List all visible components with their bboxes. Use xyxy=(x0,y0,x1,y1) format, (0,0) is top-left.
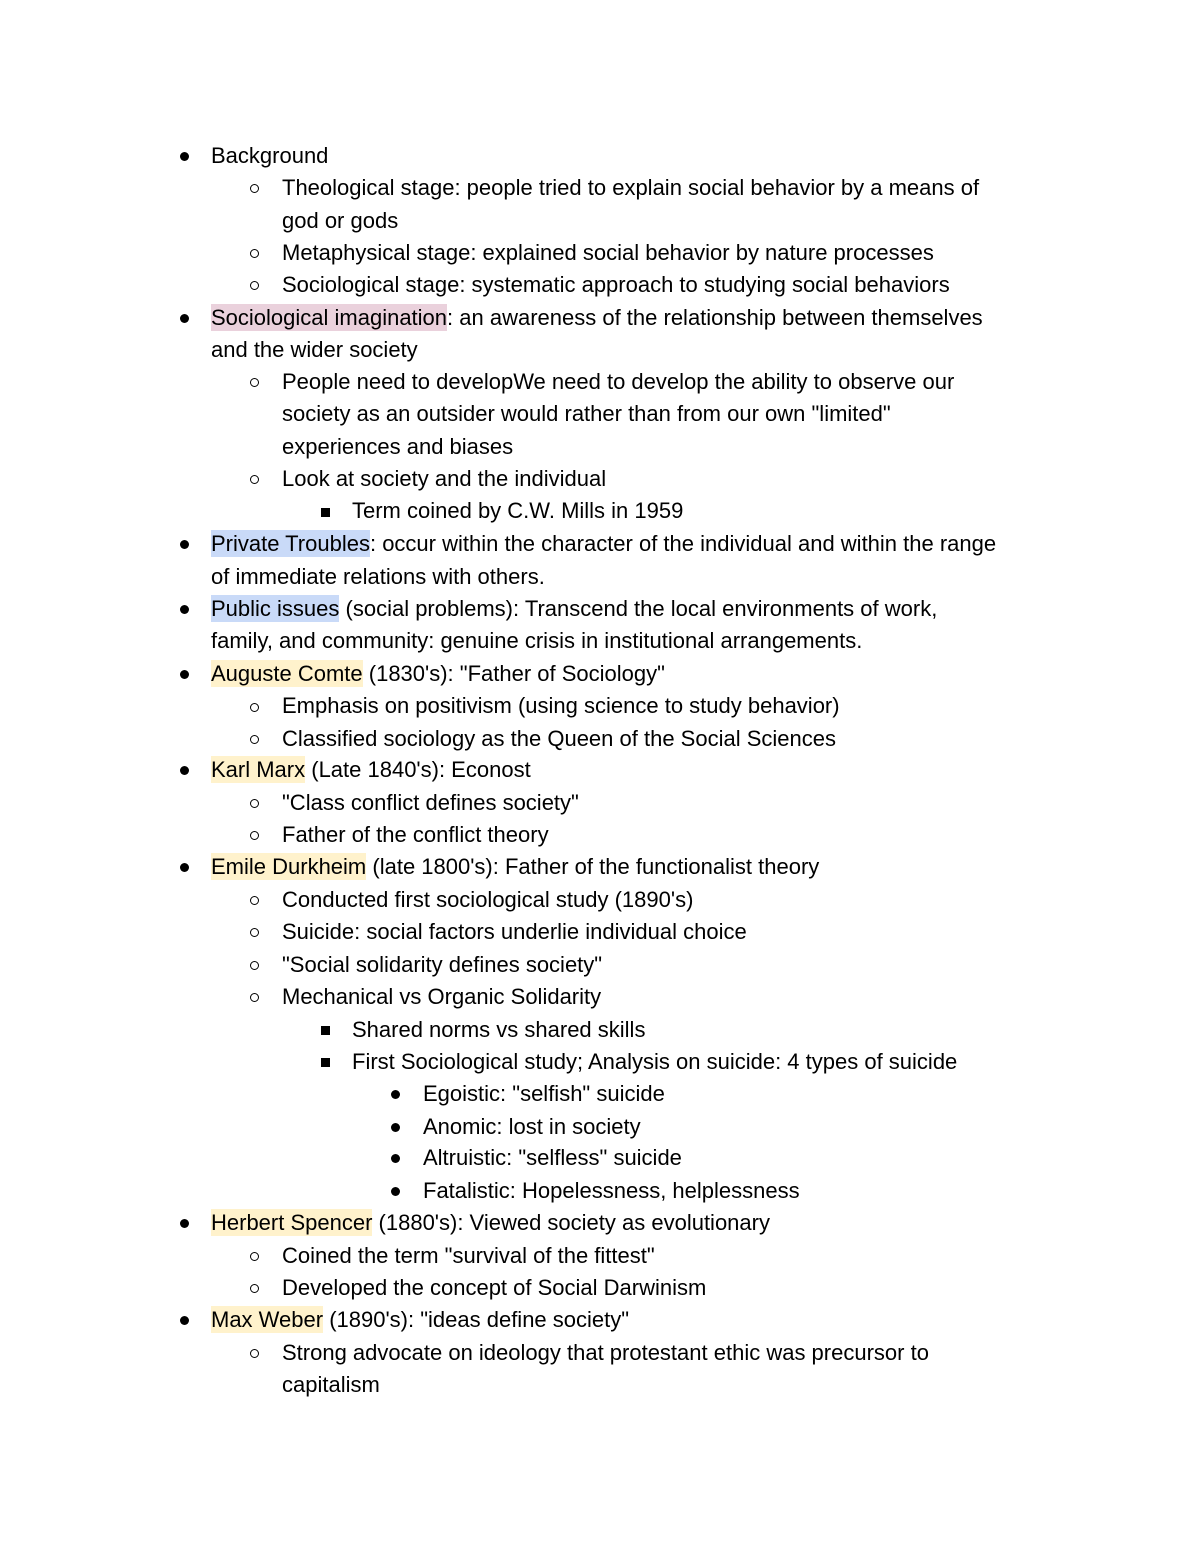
item-spencer-darwinism: Developed the concept of Social Darwinism xyxy=(282,1275,707,1300)
term-definition: (1880's): Viewed society as evolutionary xyxy=(372,1210,770,1235)
item-term-coined: Term coined by C.W. Mills in 1959 xyxy=(352,498,684,523)
term-definition: (social problems): Transcend the local environments of work, xyxy=(339,596,938,621)
highlight-term: Emile Durkheim xyxy=(211,854,367,879)
bullet-circle xyxy=(250,735,259,744)
bullet-circle xyxy=(250,961,259,970)
bullet-circle xyxy=(250,1284,259,1293)
item-metaphysical-stage: Metaphysical stage: explained social behavior by nature processes xyxy=(282,240,934,265)
term-definition: (1830's): "Father of Sociology" xyxy=(362,661,665,686)
bullet-circle xyxy=(250,703,259,712)
item-altruistic: Altruistic: "selfless" suicide xyxy=(423,1145,682,1170)
bullet-circle xyxy=(250,184,259,193)
item-durkheim-solidarity: "Social solidarity defines society" xyxy=(282,952,603,977)
item-durkheim-mechanical: Mechanical vs Organic Solidarity xyxy=(282,984,602,1009)
item-look-at-society: Look at society and the individual xyxy=(282,466,607,491)
highlight-term: Sociological imagination xyxy=(211,305,448,330)
item-herbert-spencer xyxy=(211,1207,770,1240)
item-fatalistic: Fatalistic: Hopelessness, helplessness xyxy=(423,1178,800,1203)
item-comte-queen: Classified sociology as the Queen of the Social Sciences xyxy=(282,726,836,751)
item-public-issues-cont: family, and community: genuine crisis in institutional arrangements. xyxy=(211,628,863,653)
item-egoistic: Egoistic: "selfish" suicide xyxy=(423,1081,665,1106)
item-people-need-cont: experiences and biases xyxy=(282,434,514,459)
highlight-term: Max Weber xyxy=(211,1307,324,1332)
item-people-need-cont: society as an outsider would rather than from our own "limited" xyxy=(282,401,891,426)
bullet-circle xyxy=(250,281,259,290)
item-analysis-suicide: First Sociological study; Analysis on suicide: 4 types of suicide xyxy=(352,1049,958,1074)
item-max-weber xyxy=(211,1304,629,1337)
item-theological-stage-cont: god or gods xyxy=(282,208,399,233)
item-private-troubles xyxy=(211,528,996,561)
item-marx-class-conflict: "Class conflict defines society" xyxy=(282,790,579,815)
bullet-square xyxy=(321,1026,330,1035)
item-durkheim-suicide: Suicide: social factors underlie individual choice xyxy=(282,919,747,944)
term-definition: (late 1800's): Father of the functionalist theory xyxy=(366,854,820,879)
term-definition: (Late 1840's): Econost xyxy=(305,757,531,782)
bullet-square xyxy=(321,508,330,517)
item-private-troubles-cont: of immediate relations with others. xyxy=(211,564,545,589)
item-karl-marx xyxy=(211,754,531,787)
item-theological-stage: Theological stage: people tried to explain social behavior by a means of xyxy=(282,175,980,200)
bullet-disc xyxy=(180,314,189,323)
bullet-circle xyxy=(250,831,259,840)
item-weber-protestant: Strong advocate on ideology that protestant ethic was precursor to xyxy=(282,1340,929,1365)
bullet-circle xyxy=(250,993,259,1002)
item-durkheim-first-study: Conducted first sociological study (1890's) xyxy=(282,887,694,912)
item-background: Background xyxy=(211,143,329,168)
item-sociological-imagination xyxy=(211,302,983,335)
term-definition: : occur within the character of the individual and within the range xyxy=(369,531,997,556)
bullet-circle xyxy=(250,799,259,808)
bullet-square xyxy=(321,1058,330,1067)
bullet-circle xyxy=(250,249,259,258)
bullet-disc xyxy=(391,1187,400,1196)
highlight-term: Private Troubles xyxy=(211,531,370,556)
bullet-circle xyxy=(250,475,259,484)
highlight-term: Public issues xyxy=(211,596,340,621)
item-emile-durkheim xyxy=(211,851,819,884)
bullet-disc xyxy=(391,1154,400,1163)
bullet-disc xyxy=(180,766,189,775)
item-comte-positivism: Emphasis on positivism (using science to study behavior) xyxy=(282,693,840,718)
highlight-term: Herbert Spencer xyxy=(211,1210,373,1235)
item-public-issues xyxy=(211,593,937,626)
bullet-disc xyxy=(391,1123,400,1132)
bullet-circle xyxy=(250,896,259,905)
bullet-disc xyxy=(391,1090,400,1099)
item-shared-norms: Shared norms vs shared skills xyxy=(352,1017,646,1042)
highlight-term: Karl Marx xyxy=(211,757,306,782)
bullet-circle xyxy=(250,1252,259,1261)
term-definition: : an awareness of the relationship between themselves xyxy=(447,305,983,330)
item-auguste-comte xyxy=(211,658,665,691)
bullet-disc xyxy=(180,1219,189,1228)
item-people-need: People need to developWe need to develop the ability to observe our xyxy=(282,369,955,394)
bullet-circle xyxy=(250,928,259,937)
term-definition: (1890's): "ideas define society" xyxy=(323,1307,630,1332)
item-anomic: Anomic: lost in society xyxy=(423,1114,641,1139)
bullet-disc xyxy=(180,863,189,872)
bullet-circle xyxy=(250,1349,259,1358)
item-marx-conflict-theory: Father of the conflict theory xyxy=(282,822,549,847)
item-sociological-imagination-cont: and the wider society xyxy=(211,337,418,362)
item-spencer-survival: Coined the term "survival of the fittest" xyxy=(282,1243,655,1268)
bullet-disc xyxy=(180,1316,189,1325)
highlight-term: Auguste Comte xyxy=(211,661,363,686)
bullet-disc xyxy=(180,670,189,679)
bullet-disc xyxy=(180,605,189,614)
item-sociological-stage: Sociological stage: systematic approach to studying social behaviors xyxy=(282,272,950,297)
item-weber-protestant-cont: capitalism xyxy=(282,1372,380,1397)
bullet-disc xyxy=(180,152,189,161)
bullet-circle xyxy=(250,378,259,387)
bullet-disc xyxy=(180,540,189,549)
